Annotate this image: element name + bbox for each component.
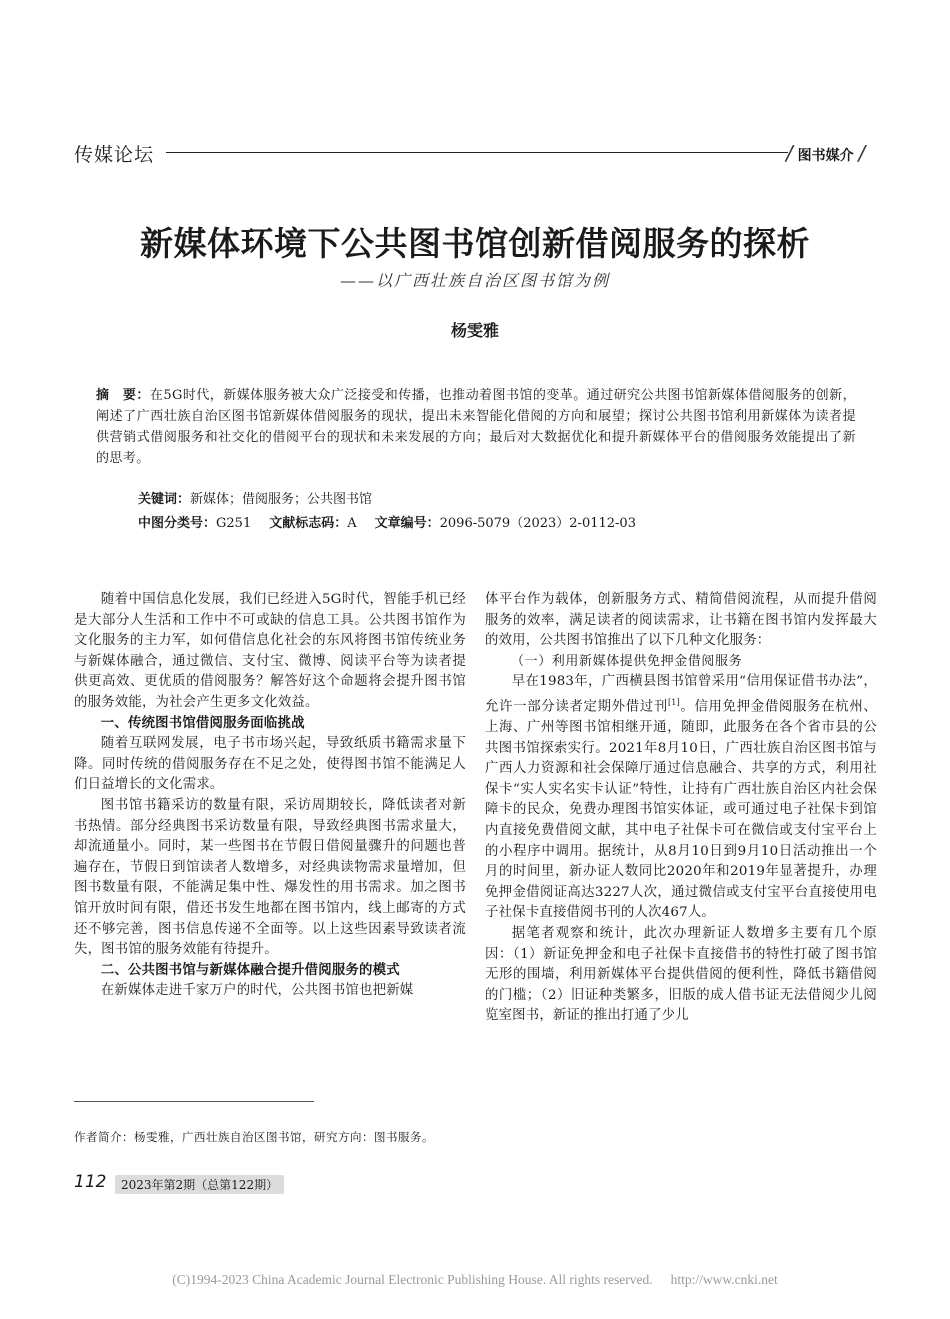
abstract-label: 摘 要：	[96, 388, 150, 403]
body-left-column	[74, 590, 466, 1002]
author-footnote: 作者简介：杨雯雅，广西壮族自治区图书馆，研究方向：图书服务。	[74, 1130, 434, 1144]
article-title: 新媒体环境下公共图书馆创新借阅服务的探析	[140, 224, 810, 263]
paragraph: 据笔者观察和统计，此次办理新证人数增多主要有几个原因：（1）新证免押金和电子社保卡直接借书的特性打破了图书馆无形的围墙，利用新媒体平台提供借阅的便利性，降低书籍借阅的门槛；（2）旧证种类繁多，旧版的成人借书证无法借阅少儿阅览室图书，新证的推出打通了少儿	[485, 925, 877, 1024]
paragraph: 随着互联网发展，电子书市场兴起，导致纸质书籍需求量下降。同时传统的借阅服务存在不足之处，使得图书馆不能满足人们日益增长的文化需求。	[74, 736, 466, 793]
section-heading-1: 一、传统图书馆借阅服务面临挑战	[100, 715, 305, 731]
classification-line	[138, 512, 858, 531]
journal-section: 传媒论坛	[74, 144, 155, 166]
copyright-text: (C)1994-2023 China Academic Journal Electronic Publishing House. All rights reserved.	[172, 1272, 653, 1287]
header-rule	[166, 152, 788, 153]
issue-info: 2023年第2期（总第122期）	[115, 1175, 284, 1194]
keywords-label: 关键词：	[138, 492, 191, 507]
paragraph	[485, 672, 877, 924]
reference-marker: [1]	[667, 697, 680, 707]
keywords	[138, 488, 858, 507]
doc-code-value: A	[347, 516, 357, 531]
subsection-heading-1: （一）利用新媒体提供免押金借阅服务	[511, 653, 743, 669]
article-author: 杨雯雅	[450, 321, 499, 340]
article-number-label: 文章编号：	[374, 516, 440, 531]
column-label	[786, 141, 865, 165]
paragraph: 在新媒体走进千家万户的时代，公共图书馆也把新媒	[100, 983, 414, 999]
copyright-line	[0, 1272, 950, 1288]
body-right-column	[485, 590, 877, 1027]
abstract	[96, 385, 856, 469]
paragraph: 体平台作为载体，创新服务方式、精简借阅流程，从而提升借阅服务的效率，满足读者的阅读需求，让书籍在图书馆内发挥最大的效用，公共图书馆推出了以下几种文化服务：	[485, 592, 877, 649]
section-heading-2: 二、公共图书馆与新媒体融合提升借阅服务的模式	[100, 962, 400, 978]
keywords-text: 新媒体；借阅服务；公共图书馆	[190, 492, 373, 507]
slash-decoration: /	[786, 141, 793, 165]
slash-decoration: /	[858, 141, 866, 165]
paragraph-text: 早在1983年，广西横县图书馆曾采用“信用保证借书办法”，允许一部分读者定期外借过刊	[485, 674, 877, 715]
footnote-rule	[74, 1101, 314, 1102]
paragraph: 随着中国信息化发展，我们已经进入5G时代，智能手机已经是大部分人生活和工作中不可或缺的信息工具。公共图书馆作为文化服务的主力军，如何借信息化社会的东风将图书馆传统业务与新媒体融合，通过微信、支付宝、微博、阅读平台等为读者提供更高效、更优质的借阅服务？解答好这个命题将会提升图书馆的服务效能，为社会产生更多文化效益。	[74, 592, 466, 710]
article-number-value: 2096-5079（2023）2-0112-03	[439, 516, 636, 531]
column-name: 图书媒介	[797, 148, 854, 164]
clc-value: G251	[216, 516, 252, 531]
page-number: 112	[74, 1172, 107, 1192]
article-subtitle: ——以广西壮族自治区图书馆为例	[339, 271, 610, 290]
paragraph: 图书馆书籍采访的数量有限，采访周期较长，降低读者对新书热情。部分经典图书采访数量有限，导致经典图书需求量大，却流通量小。同时，某一些图书在节假日借阅量骤升的问题也普遍存在，节假日到馆读者人数增多，对经典读物需求量增加，但图书数量有限，不能满足集中性、爆发性的用书需求。加之图书馆开放时间有限，借还书发生地都在图书馆内，线上邮寄的方式还不够完善，图书信息传递不全面等。以上这些因素导致读者流失，图书馆的服务效能有待提升。	[74, 797, 466, 958]
copyright-url[interactable]: http://www.cnki.net	[670, 1272, 778, 1287]
paragraph-text: 。信用免押金借阅服务在杭州、上海、广州等图书馆相继开通，随即，此服务在各个省市县的公共图书馆探索实行。2021年8月10日，广西壮族自治区图书馆与广西人力资源和社会保障厅通过信息融合、共享的方式，利用社保卡“实人实名实卡认证”特性，让持有广西壮族自治区内社会保障卡的民众，免费办理图书馆实体证，或可通过电子社保卡到馆内直接免费借阅文献，其中电子社保卡可在微信或支付宝平台上的小程序中调用。据统计，从8月10日到9月10日活动推出一个月的时间里，新办证人数同比2020年和2019年显著提升，办理免押金借阅证高达3227人次，通过微信或支付宝平台直接使用电子社保卡直接借阅书刊的人次467人。	[485, 699, 877, 921]
abstract-text: 在5G时代，新媒体服务被大众广泛接受和传播，也推动着图书馆的变革。通过研究公共图书馆新媒体借阅服务的创新，阐述了广西壮族自治区图书馆新媒体借阅服务的现状，提出未来智能化借阅的方向和展望；探讨公共图书馆利用新媒体为读者提供营销式借阅服务和社交化的借阅平台的现状和未来发展的方向；最后对大数据优化和提升新媒体平台的借阅服务效能提出了新的思考。	[96, 388, 856, 466]
doc-code-label: 文献标志码：	[269, 516, 348, 531]
clc-label: 中图分类号：	[138, 516, 217, 531]
